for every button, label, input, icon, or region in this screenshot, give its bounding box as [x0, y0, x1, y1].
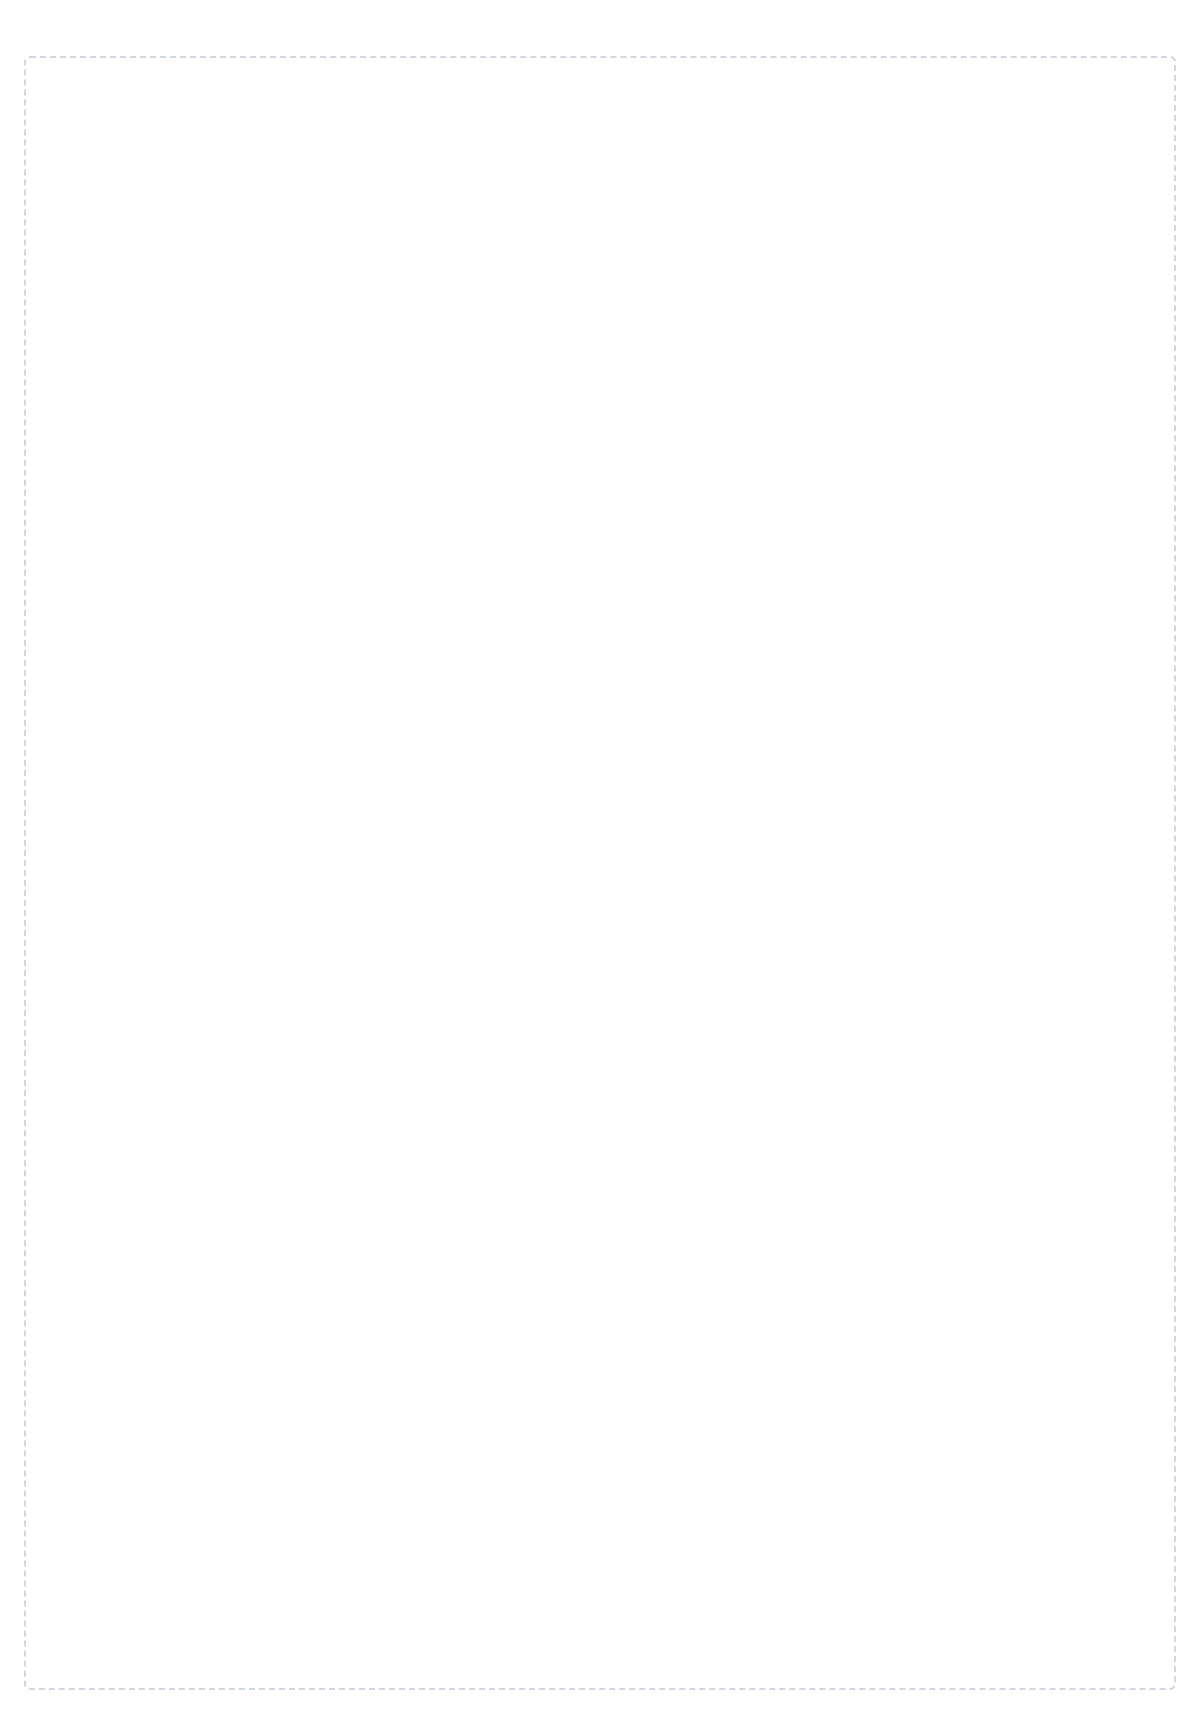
content-placeholder — [24, 56, 1176, 1690]
